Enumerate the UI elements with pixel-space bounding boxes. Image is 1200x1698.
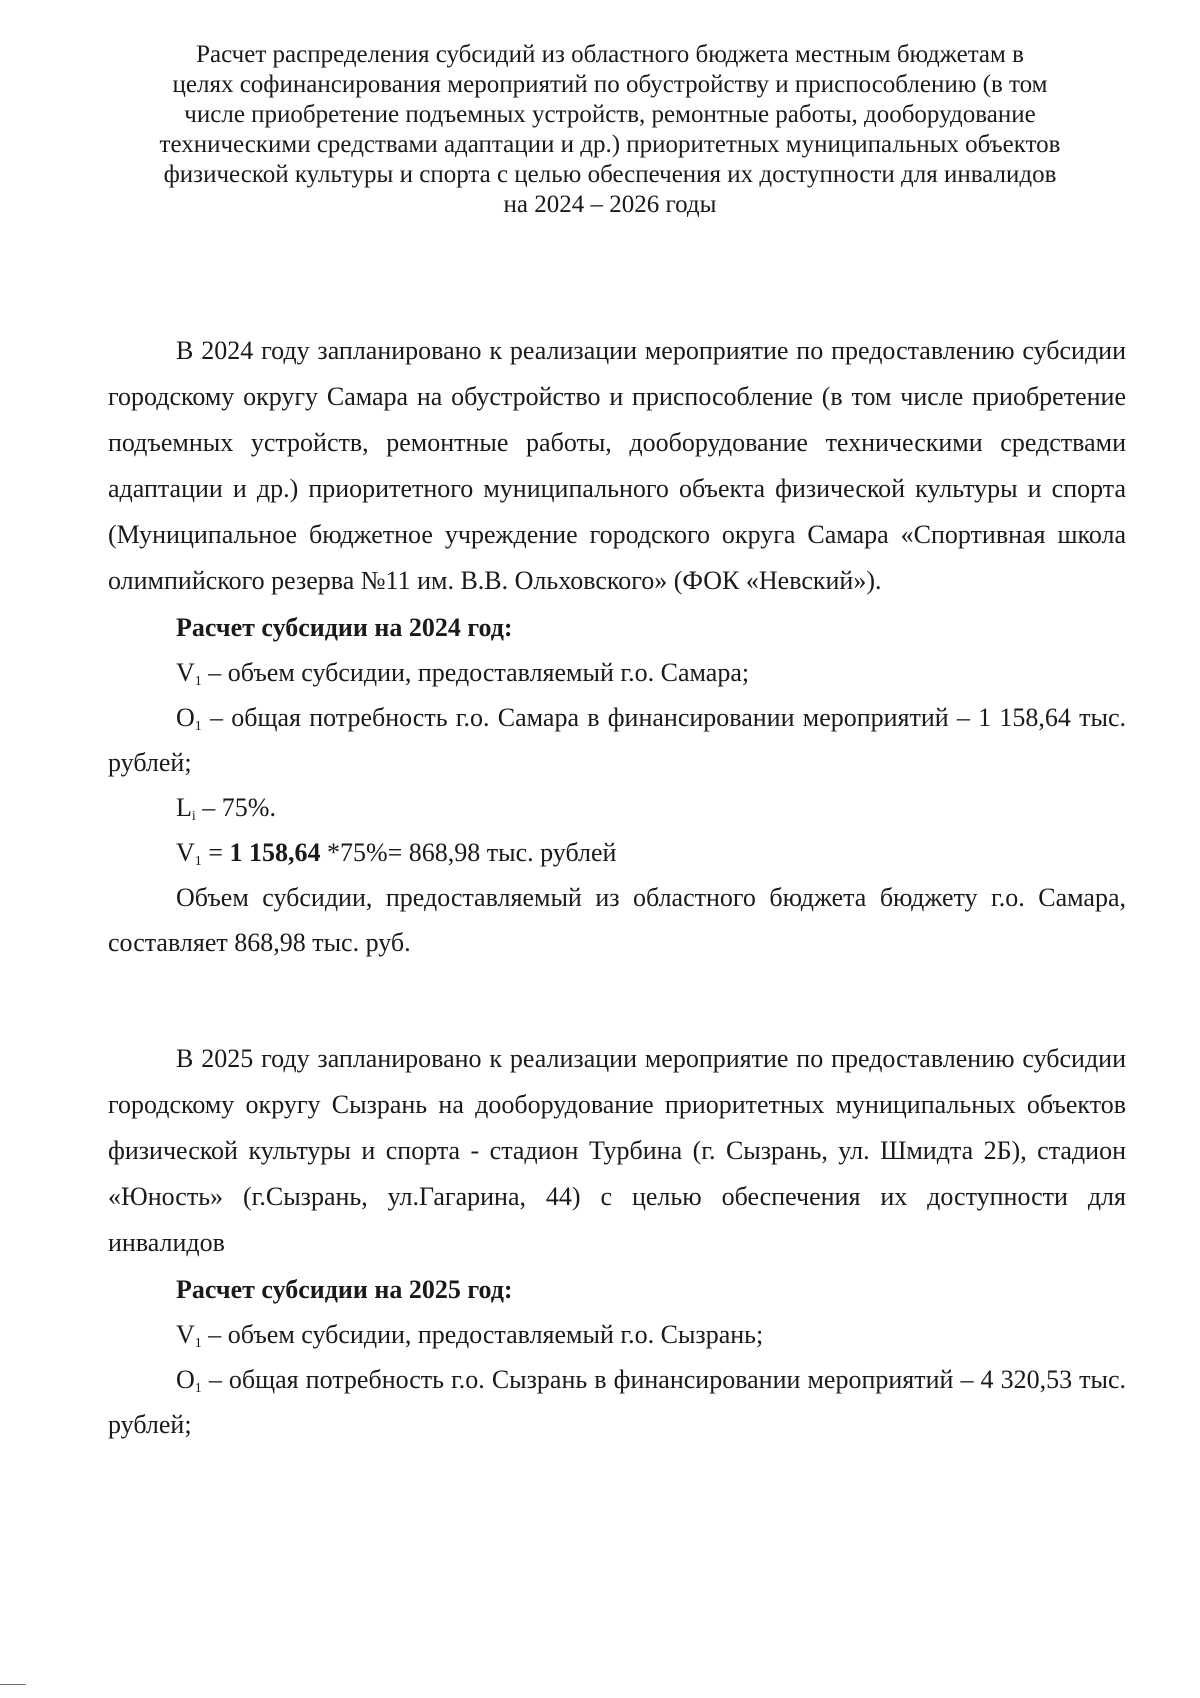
l-description: – 75%. xyxy=(195,793,276,822)
v-symbol: V xyxy=(176,658,195,687)
section-2024-result: Объем субсидии, предоставляемый из областного бюджета бюджету г.о. Самара, составляет 868,98 тыс. руб. xyxy=(108,883,1126,957)
v-description: – объем субсидии, предоставляемый г.о. Самара; xyxy=(201,658,750,687)
formula-v-symbol: V xyxy=(176,838,195,867)
title-line: целях софинансирования мероприятий по обустройству и приспособлению (в том xyxy=(172,71,1048,98)
section-2025-heading: Расчет субсидии на 2025 год: xyxy=(176,1275,513,1304)
v-subscript: 1 xyxy=(194,674,202,689)
section-2025-intro: В 2025 году запланировано к реализации мероприятие по предоставлению субсидии городскому округу Сызрань на дооборудование приоритетных муниципальных объектов физической культуры и спорта - стадион Турбина (г. Сызрань, ул. Шмидта 2Б), стадион «Юность» (г.Сызрань, ул.Гагарина, 44) с целью обеспечения их доступности для инвалидов xyxy=(108,1044,1126,1257)
scan-edge-mark xyxy=(0,1684,26,1685)
formula-result: *75%= 868,98 тыс. рублей xyxy=(320,838,617,867)
title-line: физической культуры и спорта с целью обеспечения их доступности для инвалидов xyxy=(163,161,1057,188)
v-subscript: 1 xyxy=(194,1336,202,1351)
o-description: – общая потребность г.о. Сызрань в финансировании мероприятий – 4 320,53 тыс. рублей; xyxy=(108,1365,1126,1439)
title-line: Расчет распределения субсидий из областного бюджета местным бюджетам в xyxy=(196,41,1024,68)
formula-equals: = xyxy=(201,838,230,867)
formula-base-amount: 1 158,64 xyxy=(229,838,321,867)
section-2024-intro: В 2024 году запланировано к реализации мероприятие по предоставлению субсидии городскому округу Самара на обустройство и приспособление (в том числе приобретение подъемных устройств, ремонтные работы, дооборудование техническими средствами адаптации и др.) приоритетного муниципального объекта физической культуры и спорта (Муниципальное бюджетное учреждение городского округа Самара «Спортивная школа олимпийского резерва №11 им. В.В. Ольховского» (ФОК «Невский»). xyxy=(108,336,1126,595)
variable-o1-definition xyxy=(108,1357,1126,1447)
o-subscript: 1 xyxy=(194,719,202,734)
variable-v1-definition xyxy=(108,650,1126,695)
title-line: числе приобретение подъемных устройств, ремонтные работы, дооборудование xyxy=(184,101,1036,128)
section-2024 xyxy=(108,328,1126,965)
formula-v-subscript: 1 xyxy=(194,854,202,869)
l-subscript: i xyxy=(191,809,196,824)
section-2025 xyxy=(108,1036,1126,1447)
v-description: – объем субсидии, предоставляемый г.о. Сызрань; xyxy=(201,1320,764,1349)
o-subscript: 1 xyxy=(194,1381,202,1396)
subsidy-formula xyxy=(108,830,1126,875)
variable-li-definition xyxy=(108,785,1126,830)
v-symbol: V xyxy=(176,1320,195,1349)
l-symbol: L xyxy=(176,793,192,822)
o-symbol: O xyxy=(176,1365,195,1394)
o-description: – общая потребность г.о. Самара в финансировании мероприятий – 1 158,64 тыс. рублей; xyxy=(108,703,1126,777)
section-2024-heading: Расчет субсидии на 2024 год: xyxy=(176,613,513,642)
variable-v1-definition xyxy=(108,1312,1126,1357)
title-line: техническими средствами адаптации и др.) приоритетных муниципальных объектов xyxy=(159,131,1061,158)
o-symbol: O xyxy=(176,703,195,732)
variable-o1-definition xyxy=(108,695,1126,785)
title-line: на 2024 – 2026 годы xyxy=(503,191,717,218)
document-title xyxy=(110,40,1110,220)
